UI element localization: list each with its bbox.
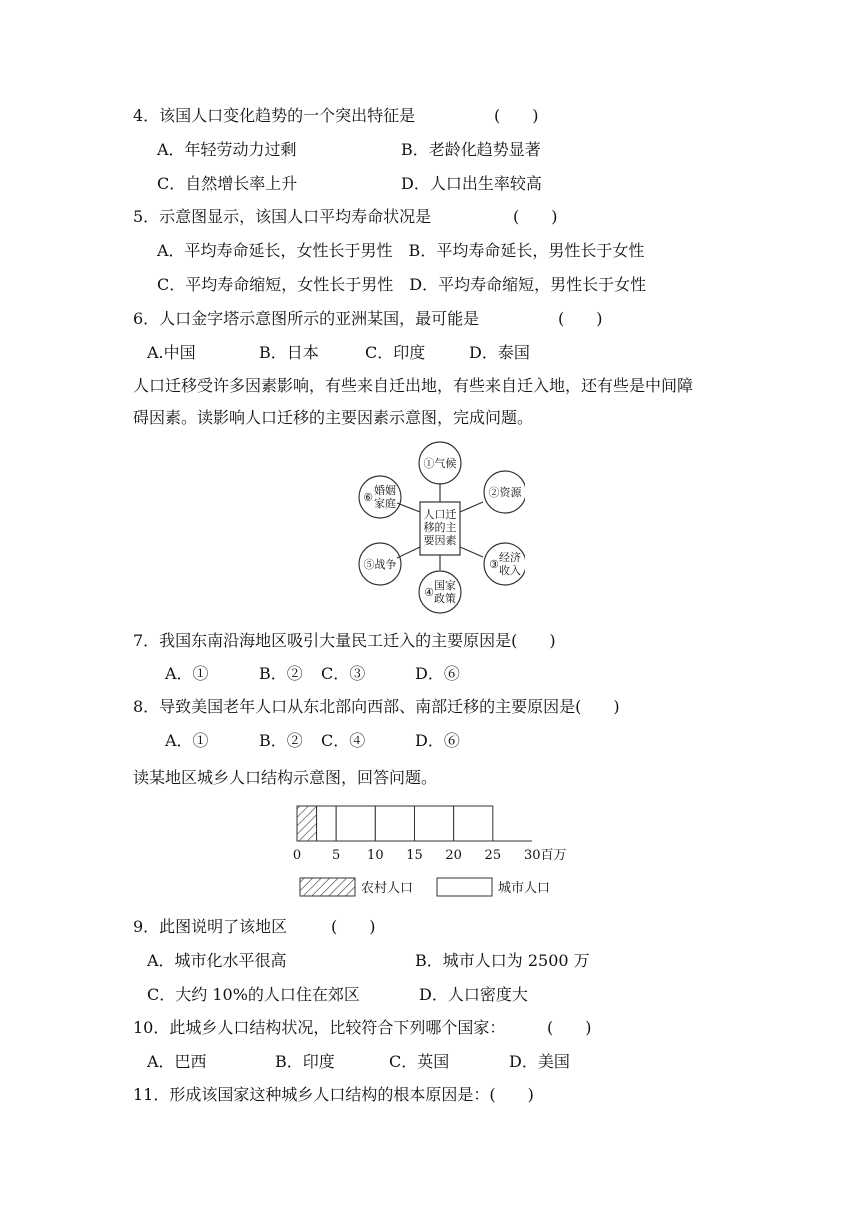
legend-label-urban: 城市人口 <box>498 881 551 896</box>
q6-stem: 6．人口金字塔示意图所示的亚洲某国，最可能是 <box>133 309 480 328</box>
x-tick-label: 10 <box>367 848 384 863</box>
q4-option-d: D．人口出生率较高 <box>401 174 542 193</box>
factor-num-economy: ③ <box>489 558 499 571</box>
q4-option-a: A．年轻劳动力过剩 <box>157 140 297 159</box>
legend-swatch-urban <box>437 878 492 896</box>
center-label-3: 要因素 <box>423 534 457 547</box>
q6-option-d: D．泰国 <box>469 343 530 362</box>
migration-intro-line1: 人口迁移受许多因素影响，有些来自迁出地，有些来自迁入地，还有些是中间障 <box>133 376 694 395</box>
q7-option-a: A．① <box>165 664 209 683</box>
center-label-1: 人口迁 <box>423 508 457 521</box>
q6-option-b: B．日本 <box>259 343 319 362</box>
q10-option-a: A．巴西 <box>147 1052 207 1071</box>
q6-answer-paren: ( ) <box>558 309 603 328</box>
x-tick-label: 5 <box>332 848 341 863</box>
q5-stem: 5．示意图显示，该国人口平均寿命状况是 <box>133 207 432 226</box>
q8-stem: 8．导致美国老年人口从东北部向西部、南部迁移的主要原因是( ) <box>133 697 620 716</box>
factor-label-climate: ①气候 <box>423 457 457 470</box>
q11-stem: 11．形成该国家这种城乡人口结构的根本原因是：( ) <box>133 1085 534 1104</box>
q9-stem: 9．此图说明了该地区 <box>133 917 288 936</box>
factor-label-policy-2: 政策 <box>434 592 456 605</box>
q5-options-ab: A．平均寿命延长，女性长于男性 B．平均寿命延长，男性长于女性 <box>157 241 645 260</box>
x-tick-label: 20 <box>445 848 462 863</box>
factor-num-family: ⑥ <box>363 491 373 504</box>
migration-intro-line2: 碍因素。读影响人口迁移的主要因素示意图，完成问题。 <box>133 408 534 427</box>
urban-rural-intro: 读某地区城乡人口结构示意图，回答问题。 <box>133 768 438 787</box>
urban-rural-population-chart <box>280 800 600 905</box>
q4-stem: 4．该国人口变化趋势的一个突出特征是 <box>133 106 416 125</box>
q9-option-c: C．大约 10%的人口住在郊区 <box>147 985 360 1004</box>
q4-option-b: B．老龄化趋势显著 <box>401 140 541 159</box>
x-tick-label: 15 <box>406 848 423 863</box>
q4-answer-paren: ( ) <box>494 106 539 125</box>
factor-label-economy-2: 收入 <box>499 564 521 577</box>
factor-label-war: ⑤战争 <box>363 558 397 571</box>
bar-urban-population-segment <box>317 806 337 841</box>
q9-option-a: A．城市化水平很高 <box>147 951 287 970</box>
legend-label-rural: 农村人口 <box>361 881 414 896</box>
q6-option-a: A.中国 <box>147 343 196 362</box>
q10-option-d: D．美国 <box>509 1052 570 1071</box>
factor-label-policy-1: 国家 <box>434 579 456 592</box>
factor-label-resources: ②资源 <box>488 486 522 499</box>
q8-option-b: B．② <box>259 731 303 750</box>
x-tick-label: 30百万 <box>524 848 567 863</box>
factor-label-family-2: 家庭 <box>374 497 396 510</box>
bar-urban-population-segment <box>336 806 375 841</box>
bar-urban-population-segment <box>375 806 414 841</box>
bar-rural-population <box>297 806 317 841</box>
q5-options-cd: C．平均寿命缩短，女性长于男性 D．平均寿命缩短，男性长于女性 <box>157 275 647 294</box>
bar-urban-population-segment <box>454 806 493 841</box>
factor-num-policy: ④ <box>424 586 434 599</box>
q7-option-d: D．⑥ <box>415 664 460 683</box>
q9-answer-paren: ( ) <box>331 917 376 936</box>
q9-option-d: D．人口密度大 <box>419 985 528 1004</box>
q10-stem: 10．此城乡人口结构状况，比较符合下列哪个国家： <box>133 1018 506 1037</box>
q8-option-d: D．⑥ <box>415 731 460 750</box>
factor-label-economy-1: 经济 <box>499 551 521 564</box>
q9-option-b: B．城市人口为 2500 万 <box>415 951 590 970</box>
bar-urban-population-segment <box>415 806 454 841</box>
q8-option-c: C．④ <box>321 731 366 750</box>
legend-swatch-rural <box>300 878 355 896</box>
q7-stem: 7．我国东南沿海地区吸引大量民工迁入的主要原因是( ) <box>133 631 556 650</box>
q5-answer-paren: ( ) <box>513 207 558 226</box>
q10-option-b: B．印度 <box>275 1052 335 1071</box>
factor-label-family-1: 婚姻 <box>374 484 396 497</box>
q10-option-c: C．英国 <box>389 1052 450 1071</box>
q10-answer-paren: ( ) <box>547 1018 592 1037</box>
q7-option-b: B．② <box>259 664 303 683</box>
x-tick-label: 0 <box>292 848 302 863</box>
x-tick-label: 25 <box>484 848 502 863</box>
q6-option-c: C．印度 <box>365 343 426 362</box>
q4-option-c: C．自然增长率上升 <box>157 174 298 193</box>
q7-option-c: C．③ <box>321 664 366 683</box>
center-label-2: 移的主 <box>423 521 457 534</box>
q8-option-a: A．① <box>165 731 209 750</box>
migration-factors-diagram <box>355 437 525 617</box>
